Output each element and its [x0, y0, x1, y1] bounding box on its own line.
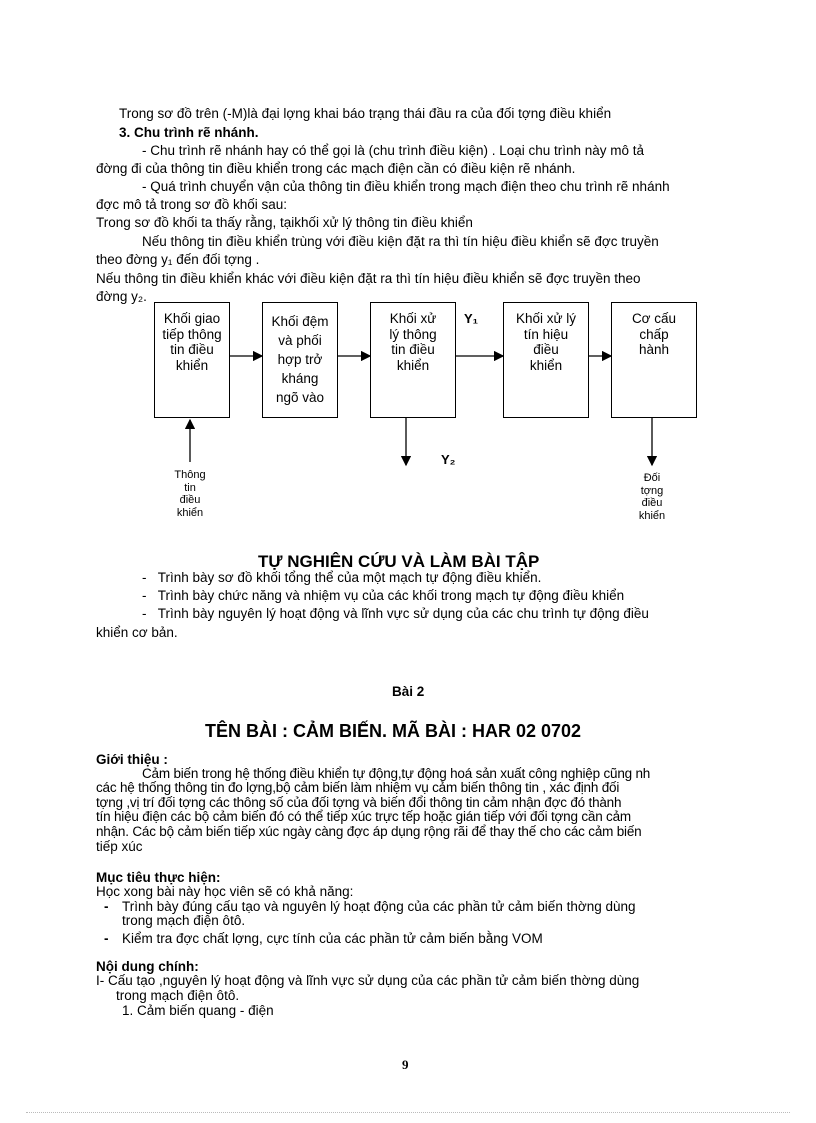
paragraph-line: Nếu thông tin điều khiển khác với điều kiện đặt ra thì tín hiệu điều khiển sẽ đợc truyền theo — [96, 271, 641, 286]
intro-text-line: tín hiệu điện các bộ cảm biến đó có thể tiếp xúc trực tếp hoặc gián tiếp với đối tợng cần cảm — [96, 809, 631, 824]
page-number: 9 — [402, 1057, 409, 1072]
list-item: - Trình bày nguyên lý hoạt động và lĩnh vực sử dụng của các chu trình tự động điều — [142, 606, 649, 621]
block-signal: Khối xử lý tín hiệu điều khiển — [503, 302, 589, 418]
list-item-cont: khiển cơ bản. — [96, 625, 178, 640]
intro-text-line: các hệ thống thông tin đo lợng,bộ cảm biến làm nhiệm vụ cảm biến thông tin , xác định đối — [96, 780, 620, 795]
intro-text-line: tiếp xúc — [96, 839, 143, 854]
paragraph-line: - Quá trình chuyển vận của thông tin điều khiển trong mạch điện theo chu trình rẽ nhánh — [142, 179, 670, 194]
paragraph-line: theo đờng y₁ đến đối tợng . — [96, 252, 260, 267]
lesson-number: Bài 2 — [392, 684, 425, 699]
block-processing: Khối xử lý thông tin điều khiển — [370, 302, 456, 418]
intro-line: Trong sơ đồ trên (-M)là đại lợng khai báo trạng thái đầu ra của đối tợng điều khiển — [119, 106, 612, 121]
goal-item: Kiểm tra đợc chất lợng, cực tính của các phần tử cảm biến bằng VOM — [122, 931, 543, 946]
goals-lead: Học xong bài này học viên sẽ có khả năng: — [96, 884, 354, 899]
bullet-dash: - — [104, 899, 109, 914]
paragraph-line: đờng đi của thông tin điều khiển trong các mạch điện cần có điều kiện rẽ nhánh. — [96, 161, 576, 176]
intro-text-line: Cảm biến trong hệ thống điều khiển tự động,tự động hoá sản xuất công nghiệp cũng nh — [142, 766, 651, 781]
page-bottom-rule — [26, 1112, 790, 1113]
label-output: Đối tợng điều khiển — [638, 472, 666, 522]
content-item-cont: trong mạch điện ôtô. — [116, 988, 240, 1003]
bullet-dash: - — [104, 931, 109, 946]
intro-text-line: nhận. Các bộ cảm biến tiếp xúc ngày càng đợc áp dụng rộng rãi để thay thế cho các cảm biến — [96, 824, 642, 839]
block-buffer: Khối đệm và phối hợp trở kháng ngõ vào — [262, 302, 338, 418]
lesson-title: TÊN BÀI : CẢM BIẾN. MÃ BÀI : HAR 02 0702 — [205, 721, 582, 741]
paragraph-line: đợc mô tả trong sơ đồ khối sau: — [96, 197, 288, 212]
heading-branch-cycle: 3. Chu trình rẽ nhánh. — [119, 125, 259, 140]
content-heading: Nội dung chính: — [96, 959, 199, 974]
content-item: I- Cấu tạo ,nguyên lý hoạt động và lĩnh vực sử dụng của các phần tử cảm biến thờng dùng — [96, 973, 640, 988]
goal-item: Trình bày đúng cấu tạo và nguyên lý hoạt động của các phần tử cảm biến thờng dùng — [122, 899, 636, 914]
intro-heading: Giới thiệu : — [96, 752, 168, 767]
selfstudy-title: TỰ NGHIÊN CỨU VÀ LÀM BÀI TẬP — [258, 552, 540, 571]
paragraph-line: - Chu trình rẽ nhánh hay có thể gọi là (chu trình điều kiện) . Loại chu trình này mô tả — [142, 143, 645, 158]
paragraph-line: Trong sơ đồ khối ta thấy rằng, tạikhối xử lý thông tin điều khiển — [96, 215, 473, 230]
label-input: Thông tin điều khiển — [174, 469, 206, 519]
content-subitem: 1. Cảm biến quang - điện — [122, 1003, 274, 1018]
goals-heading: Mục tiêu thực hiện: — [96, 870, 221, 885]
diagram-connectors — [0, 0, 816, 560]
paragraph-line: Nếu thông tin điều khiển trùng với điều kiện đặt ra thì tín hiệu điều khiển sẽ đợc truyền — [142, 234, 659, 249]
intro-text-line: tợng ,vị trí đối tợng các thông số của đối tợng và biến đổi thông tin cảm nhận đợc đó thành — [96, 795, 622, 810]
list-item: - Trình bày chức năng và nhiệm vụ của các khối trong mạch tự động điều khiển — [142, 588, 625, 603]
label-y2: Y₂ — [441, 452, 456, 467]
block-actuator: Cơ cấu chấp hành — [611, 302, 697, 418]
paragraph-line: đờng y₂. — [96, 289, 147, 304]
goal-item-cont: trong mạch điện ôtô. — [122, 913, 246, 928]
block-interface: Khối giao tiếp thông tin điều khiển — [154, 302, 230, 418]
label-y1: Y₁ — [464, 311, 479, 326]
list-item: - Trình bày sơ đồ khối tổng thể của một mạch tự động điều khiển. — [142, 570, 542, 585]
